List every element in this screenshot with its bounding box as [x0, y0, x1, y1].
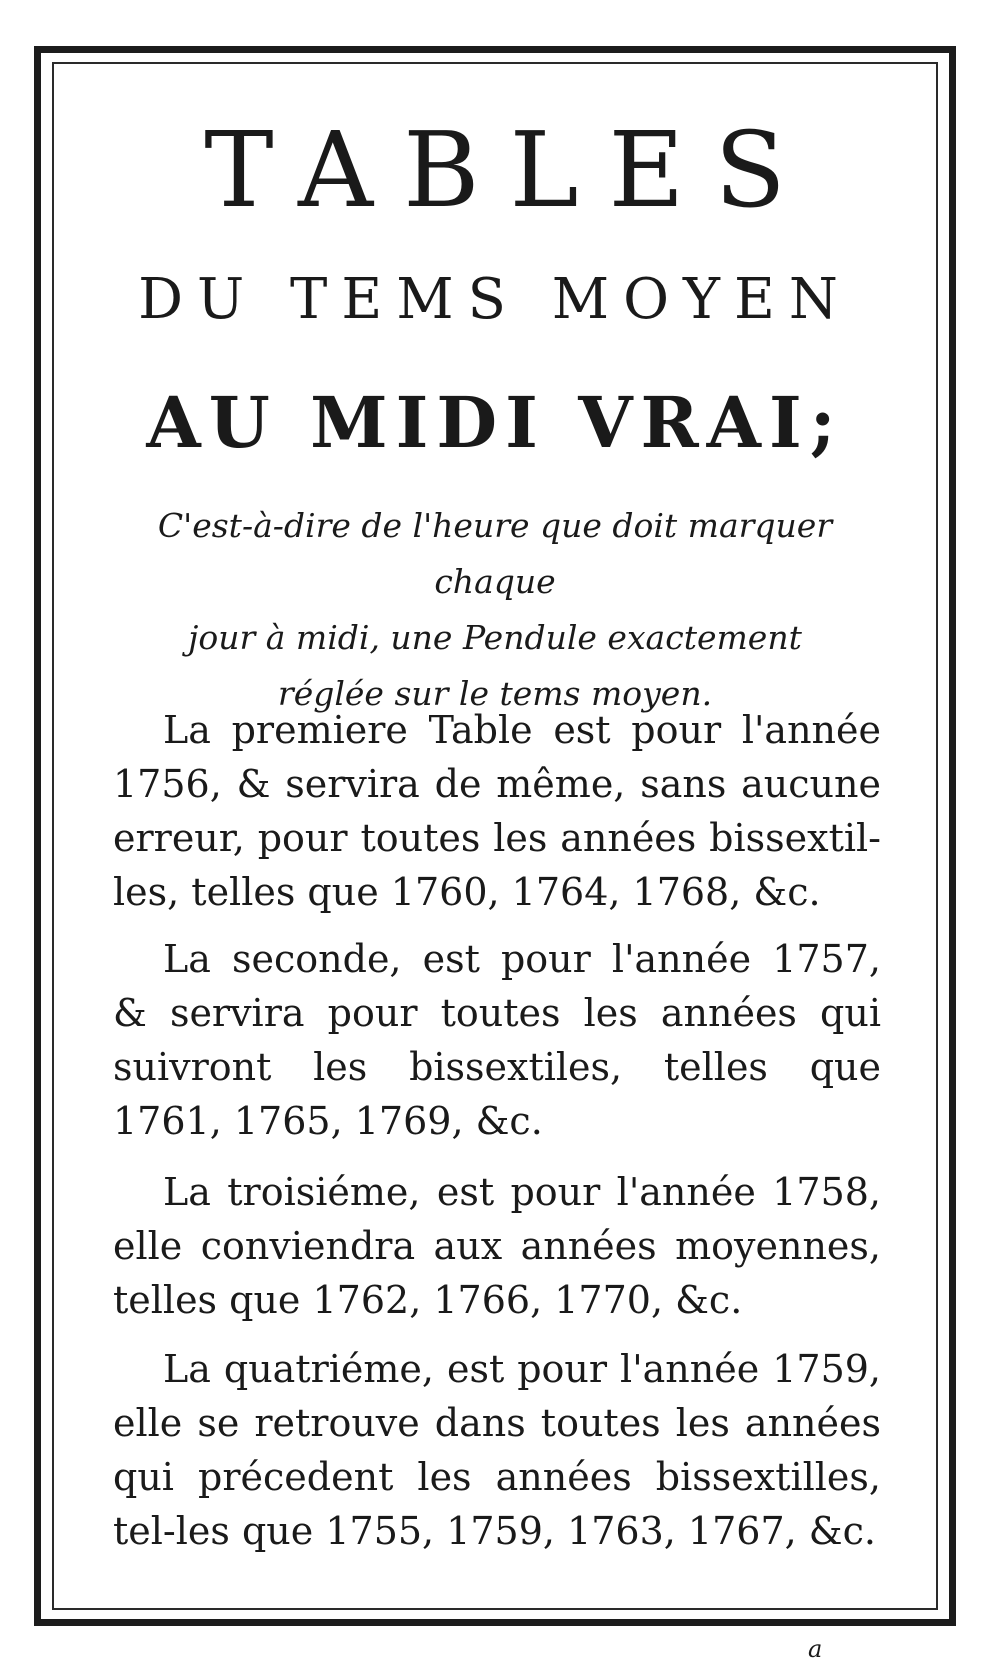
subtitle-line: jour à midi, une Pendule exactement [188, 618, 802, 657]
title-au-midi-vrai: AU MIDI VRAI; [146, 381, 844, 464]
paragraph-third-table [113, 1165, 881, 1327]
title-tables: TABLES [204, 109, 816, 231]
paragraph-second-table [113, 932, 881, 1148]
paragraph-first-table [113, 703, 881, 919]
subtitle [100, 498, 890, 722]
paragraph-text: La seconde, est pour l'année 1757, & servira pour toutes les années qui suivront les bissextiles, telles que 1761, 1765, 1769, &c. [113, 937, 881, 1143]
signature-mark: a [808, 1635, 823, 1663]
subtitle-line: C'est-à-dire de l'heure que doit marquer chaque [157, 506, 833, 601]
paragraph-text: La quatriéme, est pour l'année 1759, elle se retrouve dans toutes les années qui précedent les années bissextilles, tel-les que 1755, 1759, 1763, 1767, &c. [113, 1347, 881, 1553]
paragraph-text: La troisiéme, est pour l'année 1758, elle conviendra aux années moyennes, telles que 1762, 1766, 1770, &c. [113, 1170, 881, 1322]
title-du-tems-moyen: DU TEMS MOYEN [138, 267, 852, 332]
subtitle-line: réglée sur le tems moyen. [277, 674, 713, 713]
paragraph-text: La premiere Table est pour l'année 1756, & servira de même, sans aucune erreur, pour toutes les années bissextil-les, telles que 1760, 1764, 1768, &c. [113, 708, 881, 914]
paragraph-fourth-table [113, 1342, 881, 1558]
